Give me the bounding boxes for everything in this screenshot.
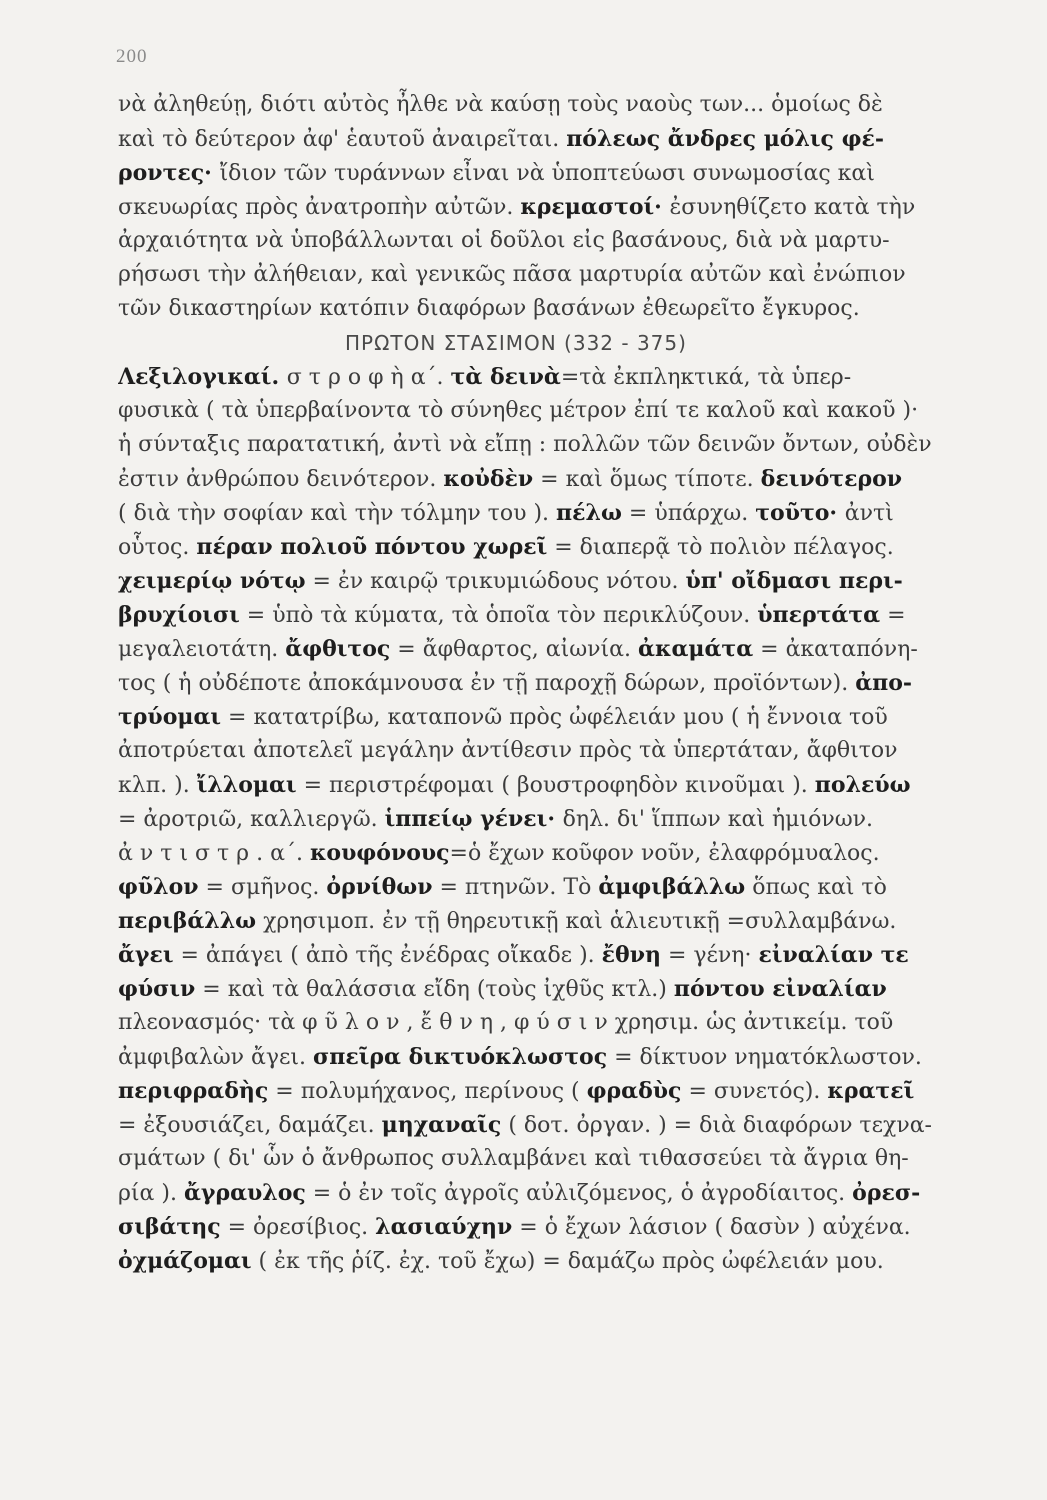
text-line xyxy=(118,700,1013,734)
text-line xyxy=(118,1210,1013,1244)
lemma: λασιαύχην xyxy=(375,1214,513,1240)
gloss-text: = ἀροτριῶ, καλλιεργῶ. xyxy=(118,807,385,832)
lemma: βρυχίοισι xyxy=(118,602,240,628)
gloss-text: = γένη· xyxy=(660,943,759,968)
text-line xyxy=(118,836,1013,870)
gloss-text: = πτηνῶν. Τὸ xyxy=(432,875,599,900)
gloss-text: ( δοτ. ὀργαν. ) = διὰ διαφόρων τεχνα- xyxy=(501,1113,932,1138)
gloss-text: ἀ ν τ ι σ τ ρ . α΄. xyxy=(118,841,310,866)
gloss-text: = ἐν καιρῷ τρικυμιώδους νότου. xyxy=(305,569,686,594)
text-line xyxy=(118,530,1013,564)
gloss-text: = πολυμήχανος, περίνους ( xyxy=(268,1079,587,1104)
gloss-text: πλεονασμός· τὰ φ ῦ λ ο ν , ἔ θ ν η , φ ύ σ ι ν χρησιμ. ὡς ἀντικείμ. τοῦ xyxy=(118,1010,894,1035)
lemma: χειμερίῳ νότῳ xyxy=(118,568,306,594)
text-line xyxy=(118,88,1013,122)
lemma: Λεξιλογικαί. xyxy=(118,364,287,390)
text-line xyxy=(118,394,1013,428)
gloss-text: = ὑπάρχω. xyxy=(621,501,756,526)
lemma: ἀμφιβάλλω xyxy=(598,874,746,900)
lemma: κουφόνους xyxy=(309,840,450,866)
lemma: ἔθνη xyxy=(601,942,661,968)
gloss-text: μεγαλειοτάτη. xyxy=(118,637,286,662)
gloss-text: = σμῆνος. xyxy=(198,875,327,900)
gloss-text: ἐσυνηθίζετο κατὰ τὴν xyxy=(669,195,916,220)
gloss-text: ἐστιν ἀνθρώπου δεινότερον. xyxy=(118,467,444,492)
text-line xyxy=(118,1074,1013,1108)
lemma: τρύομαι xyxy=(118,704,222,730)
gloss-text: = συνετός). xyxy=(681,1079,828,1104)
gloss-text: ( διὰ τὴν σοφίαν καὶ τὴν τόλμην του ). xyxy=(118,501,557,526)
gloss-text: ( ἐκ τῆς ῥίζ. ἐχ. τοῦ ἔχω) = δαμάζω πρὸς ὠφέλειάν μου. xyxy=(251,1249,884,1274)
text-line xyxy=(118,258,1013,292)
lemma: κοὐδὲν xyxy=(443,466,534,492)
gloss-text: =ὁ ἔχων κοῦφον νοῦν, ἐλαφρόμυαλος. xyxy=(449,841,880,866)
text-line xyxy=(118,156,1013,190)
section-heading: ΠΡΩΤΟΝ ΣΤΑΣΙΜΟΝ (332 - 375) xyxy=(345,331,687,355)
gloss-text: σκευωρίας πρὸς ἀνατροπὴν αὐτῶν. xyxy=(118,195,521,220)
lemma: ὑπ' οἴδμασι περι- xyxy=(685,568,903,594)
lemma: περιφραδὴς xyxy=(118,1078,269,1104)
gloss-text: σμάτων ( δι' ὧν ὁ ἄνθρωπος συλλαμβάνει καὶ τιθασσεύει τὰ ἄγρια θη- xyxy=(118,1146,909,1171)
lemma: ἀπο- xyxy=(855,670,913,696)
gloss-text: = ὁ ἐν τοῖς ἀγροῖς αὐλιζόμενος, ὁ ἀγροδίαιτος. xyxy=(305,1181,853,1206)
lemma: περιβάλλω xyxy=(118,908,257,934)
text-line xyxy=(118,292,1013,326)
text-line xyxy=(118,326,1013,360)
text-line xyxy=(118,564,1013,598)
text-line xyxy=(118,122,1013,156)
text-line xyxy=(118,360,1013,394)
text-line xyxy=(118,870,1013,904)
lemma: πέλω xyxy=(556,500,622,526)
text-line xyxy=(118,496,1013,530)
gloss-text: φυσικὰ ( τὰ ὑπερβαίνοντα τὸ σύνηθες μέτρον ἐπί τε καλοῦ καὶ κακοῦ )· xyxy=(118,398,919,423)
lemma: κρατεῖ xyxy=(827,1078,915,1104)
lemma: ὀχμάζομαι xyxy=(118,1248,252,1274)
gloss-text: ἀντὶ xyxy=(844,501,894,526)
gloss-text: = περιστρέφομαι ( βουστροφηδὸν κινοῦμαι ). xyxy=(296,773,815,798)
lemma: πόλεως ἄνδρες μόλις φέ- xyxy=(566,126,885,152)
text-line xyxy=(118,1142,1013,1176)
text-line xyxy=(118,904,1013,938)
gloss-text: = ἄφθαρτος, αἰωνία. xyxy=(390,637,639,662)
lemma: ὑπερτάτα xyxy=(757,602,881,628)
gloss-text: = καὶ ὅμως τίποτε. xyxy=(533,467,761,492)
lemma: φῦλον xyxy=(118,874,199,900)
lemma: ἄγραυλος xyxy=(183,1180,306,1206)
text-line xyxy=(118,1006,1013,1040)
gloss-text: τος ( ἡ οὐδέποτε ἀποκάμνουσα ἐν τῇ παροχῇ δώρων, προϊόντων). xyxy=(118,671,856,696)
gloss-text: καὶ τὸ δεύτερον ἀφ' ἑαυτοῦ ἀναιρεῖται. xyxy=(118,127,567,152)
gloss-text: τῶν δικαστηρίων κατόπιν διαφόρων βασάνων ἐθεωρεῖτο ἔγκυρος. xyxy=(118,296,860,321)
gloss-text: = ἀπάγει ( ἀπὸ τῆς ἐνέδρας οἴκαδε ). xyxy=(173,943,602,968)
lemma: ἀκαμάτα xyxy=(638,636,754,662)
text-line xyxy=(118,734,1013,768)
text-line xyxy=(118,938,1013,972)
lemma: τοῦτο· xyxy=(755,500,845,526)
gloss-text: = xyxy=(880,603,906,628)
gloss-text: = καὶ τὰ θαλάσσια εἴδη (τοὺς ἰχθῦς κτλ.) xyxy=(195,977,674,1002)
gloss-text: = ὑπὸ τὰ κύματα, τὰ ὁποῖα τὸν περικλύζουν. xyxy=(239,603,758,628)
gloss-text: = ὀρεσίβιος. xyxy=(220,1215,376,1240)
gloss-text: = δίκτυον νηματόκλωστον. xyxy=(607,1045,922,1070)
text-line xyxy=(118,462,1013,496)
text-line xyxy=(118,802,1013,836)
lemma: πέραν πολιοῦ πόντου χωρεῖ xyxy=(196,534,548,560)
lemma: δεινότερον xyxy=(760,466,903,492)
gloss-text: οὗτος. xyxy=(118,535,197,560)
text-line xyxy=(118,1244,1013,1278)
page-number: 200 xyxy=(116,46,148,67)
text-line xyxy=(118,666,1013,700)
text-line xyxy=(118,1176,1013,1210)
gloss-text: νὰ ἀληθεύῃ, διότι αὐτὸς ἦλθε νὰ καύσῃ τοὺς ναοὺς των... ὁμοίως δὲ xyxy=(118,92,883,117)
gloss-text: ἡ σύνταξις παρατατική, ἀντὶ νὰ εἴπῃ : πολλῶν τῶν δεινῶν ὄντων, οὐδὲν xyxy=(118,432,932,457)
lemma: κρεμαστοί· xyxy=(520,194,670,220)
gloss-text: ἀρχαιότητα νὰ ὑποβάλλωνται οἱ δοῦλοι εἰς βασάνους, διὰ νὰ μαρτυ- xyxy=(118,228,890,253)
gloss-text: ὅπως καὶ τὸ xyxy=(745,875,887,900)
lemma: μηχαναῖς xyxy=(381,1112,502,1138)
text-line xyxy=(118,1108,1013,1142)
lemma: ροντες· xyxy=(118,160,220,186)
lemma: πολεύω xyxy=(814,772,911,798)
text-line xyxy=(118,632,1013,666)
gloss-text: ρία ). xyxy=(118,1181,184,1206)
lemma: φύσιν xyxy=(118,976,196,1002)
lemma: σιβάτης xyxy=(118,1214,221,1240)
gloss-text: χρησιμοπ. ἐν τῇ θηρευτικῇ καὶ ἁλιευτικῇ =συλλαμβάνω. xyxy=(256,909,897,934)
text-line xyxy=(118,972,1013,1006)
gloss-text: = ὁ ἔχων λάσιον ( δασὺν ) αὐχένα. xyxy=(512,1215,911,1240)
lemma: ὀρνίθων xyxy=(326,874,433,900)
lemma: πόντου εἰναλίαν xyxy=(673,976,887,1002)
commentary-text xyxy=(118,88,1013,1278)
text-line xyxy=(118,428,1013,462)
gloss-text: = ἐξουσιάζει, δαμάζει. xyxy=(118,1113,382,1138)
lemma: ὀρεσ- xyxy=(852,1180,921,1206)
lemma: ἱππείῳ γένει· xyxy=(384,806,563,832)
gloss-text: ἀμφιβαλὼν ἄγει. xyxy=(118,1045,314,1070)
gloss-text: σ τ ρ ο φ ὴ α΄. xyxy=(286,365,451,390)
lemma: τὰ δεινὰ xyxy=(450,364,561,390)
lemma: ἄφθιτος xyxy=(285,636,391,662)
text-line xyxy=(118,1040,1013,1074)
gloss-text: =τὰ ἐκπληκτικά, τὰ ὑπερ- xyxy=(560,365,852,390)
gloss-text: = ἀκαταπόνη- xyxy=(753,637,918,662)
text-line xyxy=(118,224,1013,258)
gloss-text: = κατατρίβω, καταπονῶ πρὸς ὠφέλειάν μου ( ἡ ἔννοια τοῦ xyxy=(221,705,888,730)
gloss-text: ἀποτρύεται ἀποτελεῖ μεγάλην ἀντίθεσιν πρὸς τὰ ὑπερτάταν, ἄφθιτον xyxy=(118,738,898,763)
lemma: σπεῖρα δικτυόκλωστος xyxy=(313,1044,608,1070)
gloss-text: = διαπερᾷ τὸ πολιὸν πέλαγος. xyxy=(547,535,894,560)
text-line xyxy=(118,598,1013,632)
text-line xyxy=(118,768,1013,802)
gloss-text: δηλ. δι' ἵππων καὶ ἡμιόνων. xyxy=(562,807,874,832)
text-line xyxy=(118,190,1013,224)
gloss-text: κλπ. ). xyxy=(118,773,197,798)
gloss-text: ἴδιον τῶν τυράννων εἶναι νὰ ὑποπτεύωσι συνωμοσίας καὶ xyxy=(219,161,875,186)
lemma: ἄγει xyxy=(118,942,174,968)
lemma: εἰναλίαν τε xyxy=(758,942,909,968)
gloss-text: ρήσωσι τὴν ἀλήθειαν, καὶ γενικῶς πᾶσα μαρτυρία αὐτῶν καὶ ἐνώπιον xyxy=(118,262,906,287)
lemma: ἴλλομαι xyxy=(196,772,297,798)
lemma: φραδὺς xyxy=(586,1078,682,1104)
